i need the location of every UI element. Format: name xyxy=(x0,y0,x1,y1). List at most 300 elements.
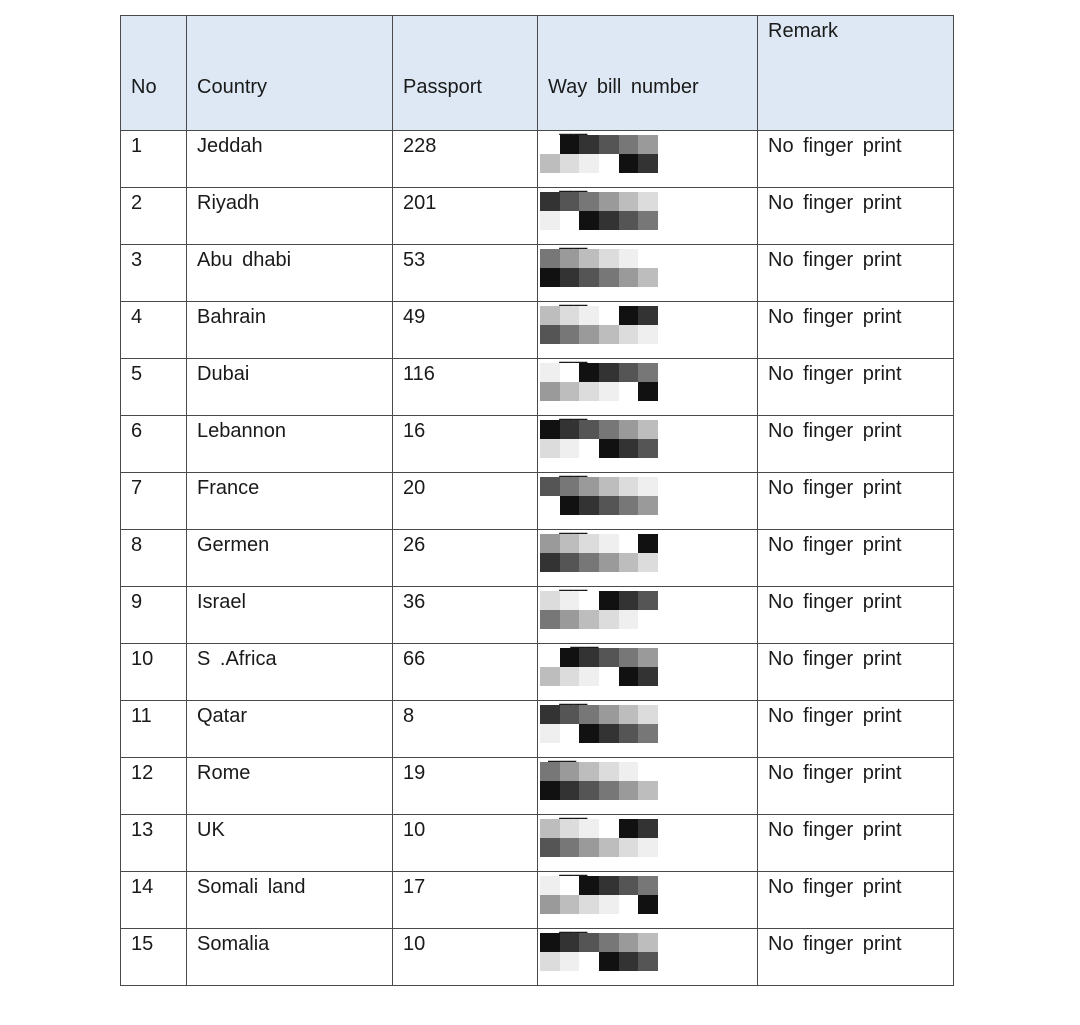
redaction-block xyxy=(599,268,619,287)
redaction-block xyxy=(599,192,619,211)
cell-passport xyxy=(393,530,538,587)
cell-no-text: 15 xyxy=(131,933,154,955)
redaction-block xyxy=(579,249,599,268)
header-remark xyxy=(758,16,954,131)
redaction-block xyxy=(540,876,560,895)
redaction-block xyxy=(599,648,619,667)
redaction-block xyxy=(619,648,639,667)
cell-remark xyxy=(758,587,954,644)
redaction-block xyxy=(638,952,658,971)
cell-country-text: Somali land xyxy=(197,876,306,898)
redaction-block xyxy=(579,952,599,971)
redaction-block xyxy=(540,268,560,287)
cell-passport-text: 8 xyxy=(403,705,415,727)
cell-no-text: 4 xyxy=(131,306,143,328)
cell-waybill xyxy=(538,701,758,758)
redaction-block xyxy=(560,534,580,553)
cell-passport xyxy=(393,644,538,701)
cell-no xyxy=(121,929,187,986)
passport-table-container xyxy=(120,15,954,986)
cell-no xyxy=(121,530,187,587)
cell-passport-text: 66 xyxy=(403,648,426,670)
cell-remark-text: No finger print xyxy=(768,420,902,442)
redaction-block xyxy=(638,534,658,553)
cell-no-text: 9 xyxy=(131,591,143,613)
table-row xyxy=(121,302,954,359)
cell-country xyxy=(187,188,393,245)
cell-remark-text: No finger print xyxy=(768,249,902,271)
cell-remark-text: No finger print xyxy=(768,477,902,499)
cell-passport xyxy=(393,302,538,359)
redaction-block xyxy=(599,819,619,838)
cell-no xyxy=(121,644,187,701)
cell-passport xyxy=(393,701,538,758)
redaction-block xyxy=(619,591,639,610)
cell-passport-text: 17 xyxy=(403,876,426,898)
redaction-block xyxy=(579,705,599,724)
redaction-block xyxy=(638,838,658,857)
redaction-block xyxy=(599,439,619,458)
cell-country-text: Israel xyxy=(197,591,246,613)
cell-no xyxy=(121,587,187,644)
redaction-block xyxy=(579,477,599,496)
cell-country xyxy=(187,929,393,986)
redaction-block xyxy=(560,249,580,268)
cell-country-text: Rome xyxy=(197,762,251,784)
redaction-block xyxy=(638,762,658,781)
cell-passport xyxy=(393,815,538,872)
redaction-block xyxy=(638,211,658,230)
redaction-block xyxy=(619,249,639,268)
redaction-block xyxy=(540,325,560,344)
redaction-mosaic xyxy=(540,876,658,914)
redaction-block xyxy=(619,705,639,724)
cell-passport xyxy=(393,188,538,245)
redaction-block xyxy=(560,496,580,515)
redaction-block xyxy=(560,268,580,287)
redaction-block xyxy=(579,420,599,439)
cell-country xyxy=(187,302,393,359)
cell-no-text: 14 xyxy=(131,876,154,898)
redaction-block xyxy=(540,819,560,838)
redaction-block xyxy=(560,211,580,230)
cell-passport-text: 19 xyxy=(403,762,426,784)
table-row xyxy=(121,872,954,929)
cell-country-text: UK xyxy=(197,819,225,841)
cell-remark-text: No finger print xyxy=(768,591,902,613)
cell-waybill xyxy=(538,359,758,416)
redaction-mosaic xyxy=(540,819,658,857)
redaction-block xyxy=(638,325,658,344)
cell-passport-text: 20 xyxy=(403,477,426,499)
redaction-block xyxy=(619,724,639,743)
redaction-block xyxy=(579,610,599,629)
redaction-block xyxy=(599,838,619,857)
cell-waybill xyxy=(538,188,758,245)
cell-country-text: Bahrain xyxy=(197,306,266,328)
redaction-block xyxy=(638,648,658,667)
cell-remark xyxy=(758,929,954,986)
cell-remark-text: No finger print xyxy=(768,192,902,214)
table-row xyxy=(121,131,954,188)
redaction-block xyxy=(579,781,599,800)
redaction-block xyxy=(540,211,560,230)
table-row xyxy=(121,929,954,986)
cell-country xyxy=(187,644,393,701)
cell-remark xyxy=(758,359,954,416)
redaction-block xyxy=(579,496,599,515)
redaction-block xyxy=(560,781,580,800)
cell-remark-text: No finger print xyxy=(768,819,902,841)
cell-passport-text: 228 xyxy=(403,135,437,157)
redaction-block xyxy=(560,477,580,496)
cell-remark xyxy=(758,758,954,815)
cell-no xyxy=(121,416,187,473)
redaction-block xyxy=(619,838,639,857)
redaction-block xyxy=(599,496,619,515)
redaction-block xyxy=(540,648,560,667)
cell-remark-text: No finger print xyxy=(768,705,902,727)
cell-country-text: S .Africa xyxy=(197,648,277,670)
redaction-block xyxy=(560,439,580,458)
redaction-block xyxy=(540,781,560,800)
cell-country xyxy=(187,587,393,644)
redaction-block xyxy=(638,154,658,173)
table-row xyxy=(121,188,954,245)
cell-remark xyxy=(758,872,954,929)
cell-no-text: 13 xyxy=(131,819,154,841)
cell-remark xyxy=(758,473,954,530)
cell-no-text: 12 xyxy=(131,762,154,784)
cell-passport xyxy=(393,245,538,302)
table-row xyxy=(121,359,954,416)
cell-remark xyxy=(758,530,954,587)
table-row xyxy=(121,644,954,701)
cell-waybill xyxy=(538,530,758,587)
redaction-block xyxy=(579,819,599,838)
cell-no xyxy=(121,188,187,245)
cell-waybill xyxy=(538,245,758,302)
redaction-block xyxy=(638,439,658,458)
redaction-mosaic xyxy=(540,591,658,629)
header-no-label: No xyxy=(131,76,157,98)
redaction-block xyxy=(619,952,639,971)
cell-passport-text: 10 xyxy=(403,933,426,955)
header-waybill-label: Way bill number xyxy=(548,76,699,98)
redaction-block xyxy=(619,154,639,173)
redaction-block xyxy=(579,363,599,382)
redaction-mosaic xyxy=(540,933,658,971)
cell-remark xyxy=(758,815,954,872)
cell-no-text: 7 xyxy=(131,477,143,499)
redaction-block xyxy=(579,648,599,667)
cell-passport-text: 49 xyxy=(403,306,426,328)
redaction-block xyxy=(599,610,619,629)
redaction-block xyxy=(638,933,658,952)
redaction-mosaic xyxy=(540,762,658,800)
cell-country-text: Lebannon xyxy=(197,420,286,442)
redaction-block xyxy=(579,192,599,211)
header-country xyxy=(187,16,393,131)
cell-no-text: 5 xyxy=(131,363,143,385)
table-row xyxy=(121,587,954,644)
redaction-block xyxy=(579,838,599,857)
cell-no-text: 1 xyxy=(131,135,143,157)
redaction-block xyxy=(579,762,599,781)
redaction-mosaic xyxy=(540,648,658,686)
redaction-block xyxy=(540,192,560,211)
cell-country-text: Dubai xyxy=(197,363,250,385)
redaction-block xyxy=(619,325,639,344)
redaction-block xyxy=(560,724,580,743)
cell-no-text: 11 xyxy=(131,705,152,727)
cell-no-text: 6 xyxy=(131,420,143,442)
redaction-block xyxy=(560,933,580,952)
redaction-block xyxy=(638,496,658,515)
redaction-block xyxy=(540,667,560,686)
cell-no xyxy=(121,701,187,758)
redaction-block xyxy=(638,382,658,401)
cell-passport xyxy=(393,416,538,473)
redaction-block xyxy=(540,762,560,781)
redaction-block xyxy=(560,705,580,724)
cell-no-text: 2 xyxy=(131,192,143,214)
cell-passport xyxy=(393,758,538,815)
redaction-block xyxy=(540,724,560,743)
redaction-block xyxy=(579,724,599,743)
redaction-block xyxy=(619,534,639,553)
redaction-block xyxy=(619,876,639,895)
redaction-block xyxy=(560,591,580,610)
redaction-block xyxy=(599,534,619,553)
redaction-block xyxy=(599,135,619,154)
redaction-block xyxy=(540,249,560,268)
redaction-block xyxy=(579,306,599,325)
cell-country-text: Somalia xyxy=(197,933,270,955)
redaction-mosaic xyxy=(540,477,658,515)
redaction-block xyxy=(540,496,560,515)
table-header-row xyxy=(121,16,954,131)
table-row xyxy=(121,758,954,815)
redaction-block xyxy=(619,306,639,325)
redaction-block xyxy=(638,268,658,287)
cell-country-text: Qatar xyxy=(197,705,248,727)
redaction-block xyxy=(579,325,599,344)
header-no xyxy=(121,16,187,131)
cell-country xyxy=(187,872,393,929)
cell-passport-text: 36 xyxy=(403,591,426,613)
redaction-block xyxy=(619,933,639,952)
cell-remark xyxy=(758,701,954,758)
cell-no xyxy=(121,359,187,416)
cell-waybill xyxy=(538,815,758,872)
cell-no xyxy=(121,302,187,359)
redaction-mosaic xyxy=(540,363,658,401)
cell-remark xyxy=(758,644,954,701)
redaction-block xyxy=(638,724,658,743)
passport-waybill-table xyxy=(120,15,954,986)
redaction-block xyxy=(560,420,580,439)
redaction-block xyxy=(638,610,658,629)
cell-country-text: Riyadh xyxy=(197,192,260,214)
cell-no xyxy=(121,245,187,302)
cell-no xyxy=(121,815,187,872)
redaction-block xyxy=(560,667,580,686)
redaction-block xyxy=(579,895,599,914)
cell-no xyxy=(121,473,187,530)
header-waybill xyxy=(538,16,758,131)
cell-passport xyxy=(393,929,538,986)
redaction-block xyxy=(638,553,658,572)
redaction-block xyxy=(599,876,619,895)
cell-country xyxy=(187,473,393,530)
redaction-block xyxy=(599,306,619,325)
redaction-block xyxy=(540,895,560,914)
redaction-block xyxy=(638,249,658,268)
redaction-mosaic xyxy=(540,135,658,173)
redaction-block xyxy=(638,306,658,325)
cell-waybill xyxy=(538,473,758,530)
cell-remark-text: No finger print xyxy=(768,135,902,157)
cell-waybill xyxy=(538,416,758,473)
redaction-block xyxy=(540,610,560,629)
cell-remark-text: No finger print xyxy=(768,363,902,385)
cell-country-text: Jeddah xyxy=(197,135,263,157)
redaction-mosaic xyxy=(540,192,658,230)
header-passport-label: Passport xyxy=(403,76,482,98)
cell-country-text: Germen xyxy=(197,534,270,556)
cell-waybill xyxy=(538,302,758,359)
redaction-block xyxy=(540,154,560,173)
redaction-block xyxy=(540,420,560,439)
redaction-block xyxy=(619,192,639,211)
cell-remark-text: No finger print xyxy=(768,933,902,955)
redaction-block xyxy=(638,819,658,838)
table-row xyxy=(121,530,954,587)
redaction-block xyxy=(579,268,599,287)
redaction-block xyxy=(540,363,560,382)
redaction-block xyxy=(579,591,599,610)
redaction-block xyxy=(560,610,580,629)
redaction-block xyxy=(619,439,639,458)
redaction-block xyxy=(540,439,560,458)
redaction-block xyxy=(619,667,639,686)
redaction-block xyxy=(560,553,580,572)
cell-country xyxy=(187,416,393,473)
table-row xyxy=(121,701,954,758)
redaction-block xyxy=(599,781,619,800)
redaction-block xyxy=(619,135,639,154)
cell-waybill xyxy=(538,872,758,929)
cell-country xyxy=(187,245,393,302)
redaction-block xyxy=(599,211,619,230)
redaction-mosaic xyxy=(540,534,658,572)
redaction-block xyxy=(599,363,619,382)
redaction-block xyxy=(560,876,580,895)
redaction-block xyxy=(579,439,599,458)
redaction-block xyxy=(599,667,619,686)
cell-remark xyxy=(758,188,954,245)
cell-country xyxy=(187,359,393,416)
redaction-block xyxy=(599,382,619,401)
header-passport xyxy=(393,16,538,131)
redaction-block xyxy=(560,306,580,325)
cell-passport xyxy=(393,587,538,644)
redaction-block xyxy=(560,135,580,154)
redaction-block xyxy=(560,154,580,173)
redaction-block xyxy=(540,553,560,572)
redaction-block xyxy=(599,154,619,173)
cell-country xyxy=(187,701,393,758)
redaction-block xyxy=(560,838,580,857)
redaction-block xyxy=(540,477,560,496)
redaction-block xyxy=(638,192,658,211)
cell-waybill xyxy=(538,587,758,644)
redaction-block xyxy=(540,933,560,952)
cell-waybill xyxy=(538,131,758,188)
header-country-label: Country xyxy=(197,76,268,98)
redaction-block xyxy=(619,553,639,572)
redaction-block xyxy=(619,382,639,401)
cell-passport xyxy=(393,473,538,530)
redaction-block xyxy=(619,895,639,914)
cell-country xyxy=(187,530,393,587)
table-row xyxy=(121,815,954,872)
redaction-block xyxy=(579,382,599,401)
redaction-block xyxy=(579,211,599,230)
redaction-block xyxy=(619,496,639,515)
redaction-block xyxy=(579,553,599,572)
redaction-block xyxy=(638,667,658,686)
cell-passport xyxy=(393,131,538,188)
redaction-block xyxy=(638,591,658,610)
header-remark-label: Remark xyxy=(768,20,839,42)
redaction-block xyxy=(560,382,580,401)
redaction-block xyxy=(619,762,639,781)
cell-passport-text: 26 xyxy=(403,534,426,556)
cell-remark xyxy=(758,245,954,302)
redaction-block xyxy=(579,534,599,553)
redaction-block xyxy=(619,819,639,838)
redaction-block xyxy=(579,667,599,686)
cell-waybill xyxy=(538,929,758,986)
redaction-block xyxy=(599,420,619,439)
table-row xyxy=(121,416,954,473)
cell-remark-text: No finger print xyxy=(768,534,902,556)
cell-passport-text: 201 xyxy=(403,192,437,214)
redaction-block xyxy=(619,420,639,439)
redaction-block xyxy=(560,952,580,971)
redaction-block xyxy=(638,781,658,800)
table-row xyxy=(121,473,954,530)
cell-country xyxy=(187,758,393,815)
cell-country xyxy=(187,131,393,188)
redaction-block xyxy=(638,705,658,724)
redaction-block xyxy=(560,895,580,914)
cell-passport-text: 116 xyxy=(403,363,435,385)
redaction-block xyxy=(599,249,619,268)
redaction-block xyxy=(560,325,580,344)
cell-no-text: 8 xyxy=(131,534,143,556)
redaction-block xyxy=(638,895,658,914)
cell-country xyxy=(187,815,393,872)
cell-country-text: Abu dhabi xyxy=(197,249,292,271)
redaction-block xyxy=(540,306,560,325)
redaction-block xyxy=(638,420,658,439)
table-body xyxy=(121,131,954,986)
redaction-block xyxy=(579,154,599,173)
cell-remark xyxy=(758,302,954,359)
